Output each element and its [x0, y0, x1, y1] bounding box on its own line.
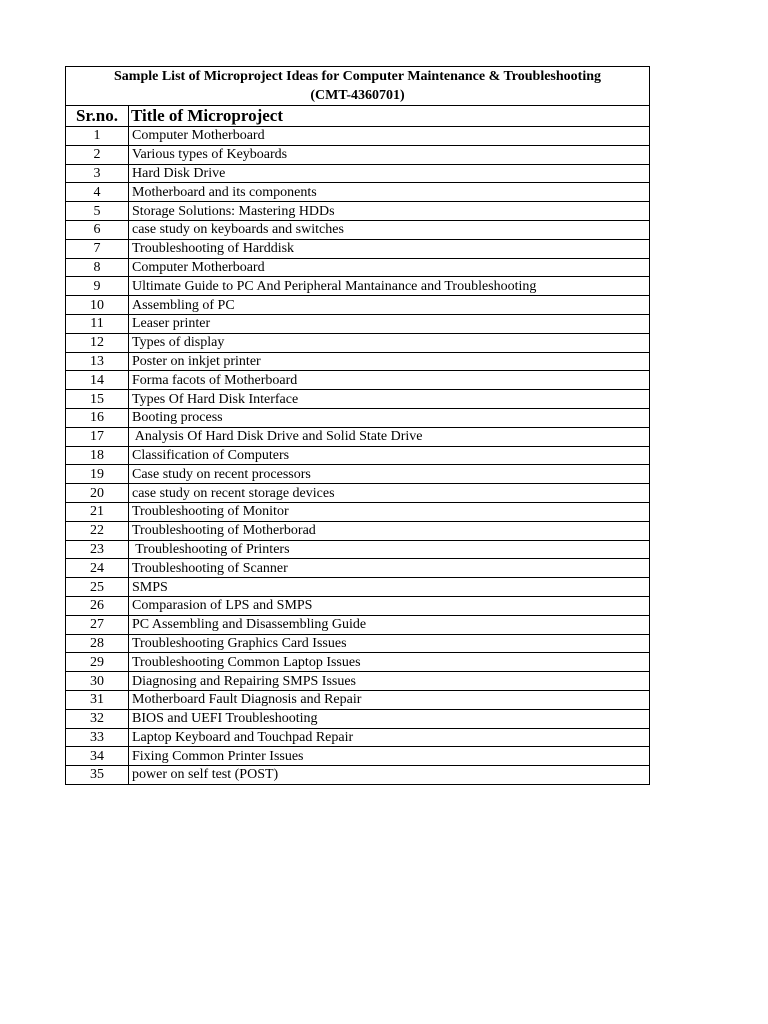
row-number: 33	[66, 728, 129, 747]
table-row	[66, 747, 650, 766]
row-title: Various types of Keyboards	[129, 145, 650, 164]
row-title: Troubleshooting Graphics Card Issues	[129, 634, 650, 653]
row-title: Storage Solutions: Mastering HDDs	[129, 202, 650, 221]
row-number: 17	[66, 427, 129, 446]
table-row	[66, 690, 650, 709]
row-number: 21	[66, 502, 129, 521]
table-row	[66, 672, 650, 691]
row-number: 7	[66, 239, 129, 258]
row-number: 15	[66, 390, 129, 409]
microproject-table	[65, 66, 650, 785]
title-row	[66, 67, 650, 106]
row-number: 25	[66, 578, 129, 597]
row-title: Booting process	[129, 408, 650, 427]
table-row	[66, 578, 650, 597]
row-title: Laptop Keyboard and Touchpad Repair	[129, 728, 650, 747]
row-number: 35	[66, 766, 129, 785]
table-body	[66, 127, 650, 785]
table-row	[66, 352, 650, 371]
table-row	[66, 258, 650, 277]
row-number: 3	[66, 164, 129, 183]
row-number: 4	[66, 183, 129, 202]
table-row	[66, 277, 650, 296]
row-title: Motherboard and its components	[129, 183, 650, 202]
table-row	[66, 446, 650, 465]
table-row	[66, 164, 650, 183]
row-number: 28	[66, 634, 129, 653]
table-row	[66, 766, 650, 785]
table-row	[66, 596, 650, 615]
table-row	[66, 183, 650, 202]
table-row	[66, 202, 650, 221]
row-number: 10	[66, 296, 129, 315]
row-number: 6	[66, 220, 129, 239]
row-number: 5	[66, 202, 129, 221]
row-number: 20	[66, 484, 129, 503]
row-number: 24	[66, 559, 129, 578]
table-row	[66, 728, 650, 747]
header-row	[66, 106, 650, 127]
microproject-sheet	[65, 66, 649, 785]
row-number: 26	[66, 596, 129, 615]
row-title: Types Of Hard Disk Interface	[129, 390, 650, 409]
table-row	[66, 521, 650, 540]
row-title: SMPS	[129, 578, 650, 597]
row-title: Ultimate Guide to PC And Peripheral Mantainance and Troubleshooting	[129, 277, 650, 296]
row-title: Computer Motherboard	[129, 127, 650, 146]
row-title: Classification of Computers	[129, 446, 650, 465]
row-title: Computer Motherboard	[129, 258, 650, 277]
table-row	[66, 296, 650, 315]
row-title: Leaser printer	[129, 314, 650, 333]
table-row	[66, 333, 650, 352]
row-number: 32	[66, 709, 129, 728]
table-row	[66, 559, 650, 578]
row-title: case study on keyboards and switches	[129, 220, 650, 239]
row-number: 8	[66, 258, 129, 277]
row-number: 13	[66, 352, 129, 371]
row-number: 29	[66, 653, 129, 672]
row-title: power on self test (POST)	[129, 766, 650, 785]
title-line-2: (CMT-4360701)	[310, 88, 405, 103]
row-title: Troubleshooting of Motherborad	[129, 521, 650, 540]
row-number: 27	[66, 615, 129, 634]
table-row	[66, 465, 650, 484]
row-title: Troubleshooting of Printers	[129, 540, 650, 559]
row-title: Forma facots of Motherboard	[129, 371, 650, 390]
row-title: Troubleshooting of Scanner	[129, 559, 650, 578]
row-number: 34	[66, 747, 129, 766]
table-row	[66, 314, 650, 333]
row-title: case study on recent storage devices	[129, 484, 650, 503]
row-title: Hard Disk Drive	[129, 164, 650, 183]
table-row	[66, 390, 650, 409]
row-title: PC Assembling and Disassembling Guide	[129, 615, 650, 634]
row-number: 22	[66, 521, 129, 540]
row-title: Troubleshooting of Monitor	[129, 502, 650, 521]
table-row	[66, 127, 650, 146]
table-row	[66, 615, 650, 634]
row-title: Fixing Common Printer Issues	[129, 747, 650, 766]
row-title: Troubleshooting Common Laptop Issues	[129, 653, 650, 672]
row-number: 9	[66, 277, 129, 296]
table-title	[66, 67, 650, 106]
table-row	[66, 540, 650, 559]
table-row	[66, 408, 650, 427]
title-line-1: Sample List of Microproject Ideas for Computer Maintenance & Troubleshooting	[114, 69, 601, 84]
row-title: Poster on inkjet printer	[129, 352, 650, 371]
row-number: 19	[66, 465, 129, 484]
row-title: Motherboard Fault Diagnosis and Repair	[129, 690, 650, 709]
row-title: Comparasion of LPS and SMPS	[129, 596, 650, 615]
table-row	[66, 634, 650, 653]
row-title: Analysis Of Hard Disk Drive and Solid State Drive	[129, 427, 650, 446]
row-number: 18	[66, 446, 129, 465]
row-number: 12	[66, 333, 129, 352]
row-title: Troubleshooting of Harddisk	[129, 239, 650, 258]
table-row	[66, 145, 650, 164]
table-row	[66, 502, 650, 521]
row-title: Types of display	[129, 333, 650, 352]
row-number: 14	[66, 371, 129, 390]
row-number: 30	[66, 672, 129, 691]
table-row	[66, 371, 650, 390]
row-number: 11	[66, 314, 129, 333]
row-number: 1	[66, 127, 129, 146]
table-row	[66, 220, 650, 239]
row-number: 23	[66, 540, 129, 559]
table-row	[66, 239, 650, 258]
row-number: 2	[66, 145, 129, 164]
row-title: Assembling of PC	[129, 296, 650, 315]
table-row	[66, 653, 650, 672]
row-title: Diagnosing and Repairing SMPS Issues	[129, 672, 650, 691]
table-row	[66, 709, 650, 728]
row-title: Case study on recent processors	[129, 465, 650, 484]
row-title: BIOS and UEFI Troubleshooting	[129, 709, 650, 728]
column-header-title: Title of Microproject	[129, 106, 650, 127]
column-header-srno: Sr.no.	[66, 106, 129, 127]
row-number: 16	[66, 408, 129, 427]
table-row	[66, 427, 650, 446]
row-number: 31	[66, 690, 129, 709]
table-row	[66, 484, 650, 503]
